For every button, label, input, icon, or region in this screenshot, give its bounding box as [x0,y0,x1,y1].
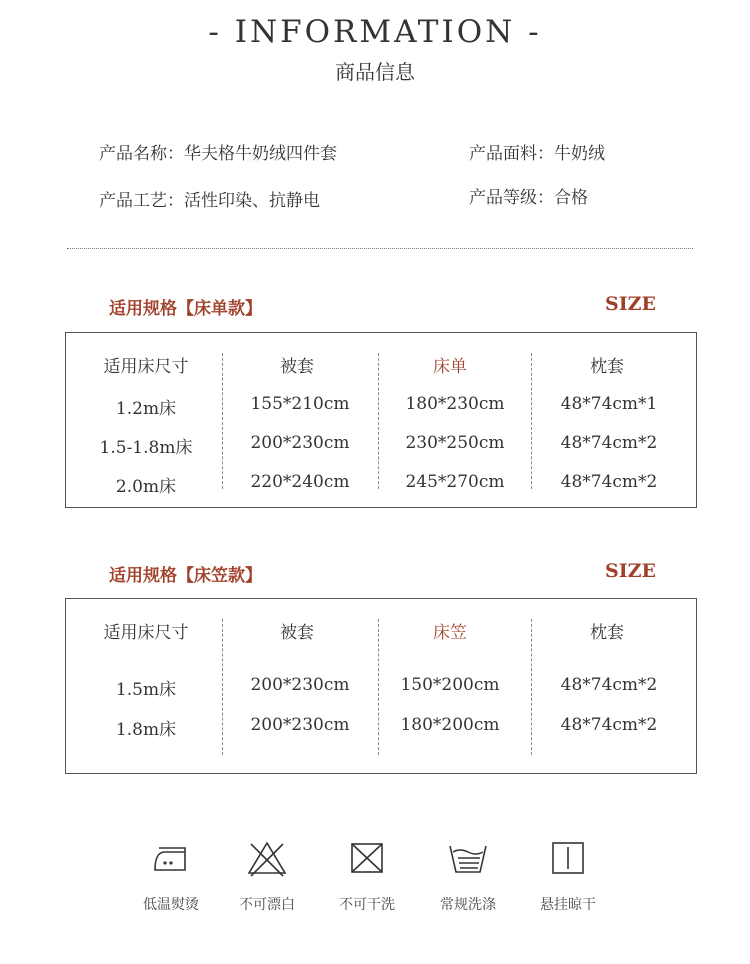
table-cell: 220*240cm [250,472,350,492]
table-cell: 230*250cm [405,433,505,453]
table-cell: 2.0m床 [115,477,177,497]
care-item-no-dry-clean [322,838,412,914]
page-subtitle: 商品信息 [335,60,415,84]
table-cell: 48*74cm*1 [560,394,658,414]
table-header-pillowcase: 枕套 [590,357,624,377]
care-label: 悬挂晾干 [540,897,596,913]
table-cell: 1.5m床 [115,680,177,700]
section2-size-table [65,598,697,774]
product-process: 产品工艺：活性印染、抗静电 [99,191,320,211]
care-label: 常规洗涤 [440,897,496,913]
table-cell: 1.2m床 [115,399,177,419]
product-name: 产品名称：华夫格牛奶绒四件套 [99,144,337,164]
table-cell: 150*200cm [400,675,500,695]
dotted-divider [67,248,693,249]
table-header-bed-size: 适用床尺寸 [103,357,189,377]
care-item-low-iron [126,838,216,914]
table-cell: 245*270cm [405,472,505,492]
table-header-duvet: 被套 [280,623,314,643]
section1-size-table [65,332,697,508]
product-grade: 产品等级：合格 [469,188,588,208]
no-dry-clean-icon [347,838,387,878]
normal-wash-icon [446,838,490,878]
table-cell: 200*230cm [250,675,350,695]
product-fabric: 产品面料：牛奶绒 [469,144,605,164]
care-label: 低温熨烫 [143,897,199,913]
no-bleach-icon [245,838,289,878]
section2-size-tag: SIZE [605,560,656,582]
table-cell: 180*200cm [400,715,500,735]
care-item-normal-wash [423,838,513,914]
table-header-bed-size: 适用床尺寸 [103,623,189,643]
table-header-pillowcase: 枕套 [590,623,624,643]
table-cell: 1.5-1.8m床 [99,438,193,458]
section1-size-tag: SIZE [605,293,656,315]
table-cell: 48*74cm*2 [560,472,658,492]
table-cell: 48*74cm*2 [560,433,658,453]
table-cell: 155*210cm [250,394,350,414]
table-cell: 200*230cm [250,715,350,735]
table-cell: 48*74cm*2 [560,715,658,735]
section2-label: 适用规格【床笠款】 [109,566,262,586]
table-header-duvet: 被套 [280,357,314,377]
table-cell: 48*74cm*2 [560,675,658,695]
care-label: 不可漂白 [239,897,295,913]
low-iron-icon [151,838,191,878]
table-header-fitted-sheet: 床笠 [433,623,467,643]
hang-dry-icon [548,838,588,878]
table-cell: 180*230cm [405,394,505,414]
table-cell: 1.8m床 [115,720,177,740]
care-item-hang-dry [523,838,613,914]
table-cell: 200*230cm [250,433,350,453]
care-item-no-bleach [222,838,312,914]
section1-label: 适用规格【床单款】 [109,299,262,319]
care-label: 不可干洗 [339,897,395,913]
table-header-sheet: 床单 [433,357,467,377]
page-title: - INFORMATION - [208,14,542,50]
